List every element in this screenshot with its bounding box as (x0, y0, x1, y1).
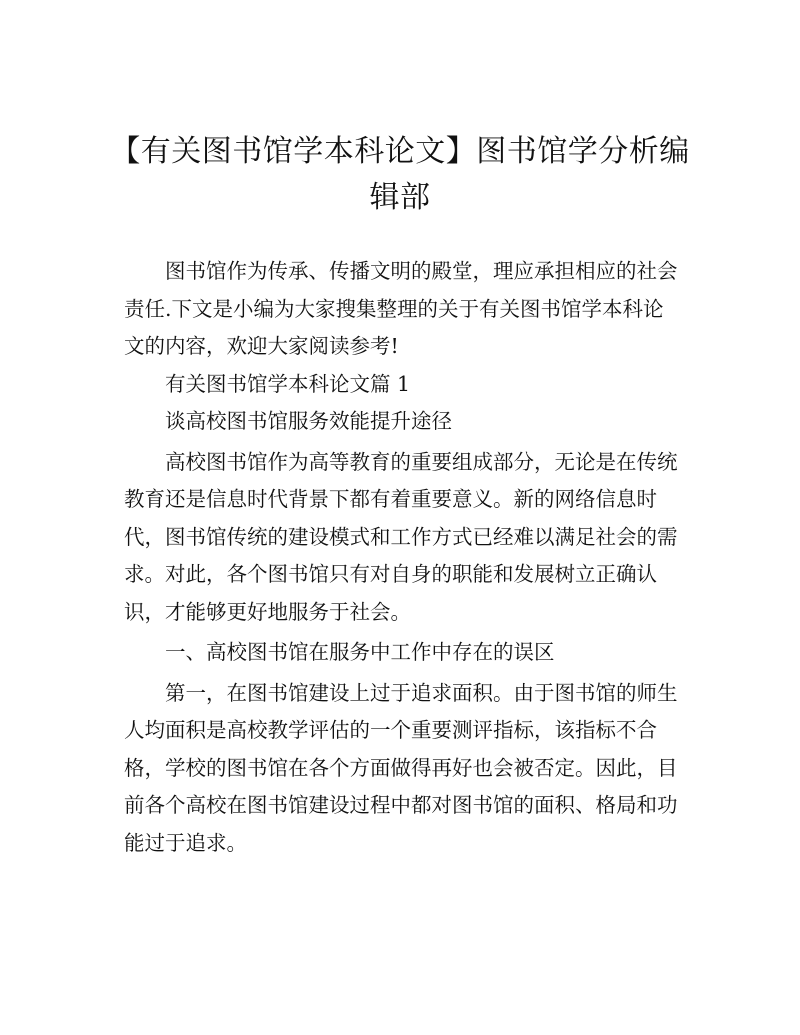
article-subtitle: 谈高校图书馆服务效能提升途径 (165, 409, 452, 433)
intro-paragraph: 图书馆作为传承、传播文明的殿堂，理应承担相应的社会责任.下文是小编为大家搜集整理的关于有关图书馆学本科论文的内容，欢迎大家阅读参考! (124, 259, 678, 358)
article-heading: 有关图书馆学本科论文篇 1 (165, 371, 411, 396)
document-body (124, 253, 680, 862)
section-heading: 一、高校图书馆在服务中工作中存在的误区 (165, 640, 555, 664)
document-title: 【有关图书馆学本科论文】图书馆学分析编辑部 (110, 134, 690, 215)
body-paragraph: 第一，在图书馆建设上过于追求面积。由于图书馆的师生人均面积是高校教学评估的一个重要测评指标，该指标不合格，学校的图书馆在各个方面做得再好也会被否定。因此，目前各个高校在图书馆建设过程中都对图书馆的面积、格局和功能过于追求。 (124, 680, 678, 855)
body-paragraph: 高校图书馆作为高等教育的重要组成部分，无论是在传统教育还是信息时代背景下都有着重要意义。新的网络信息时代，图书馆传统的建设模式和工作方式已经难以满足社会的需求。对此，各个图书馆只有对自身的职能和发展树立正确认识，才能够更好地服务于社会。 (124, 449, 678, 624)
